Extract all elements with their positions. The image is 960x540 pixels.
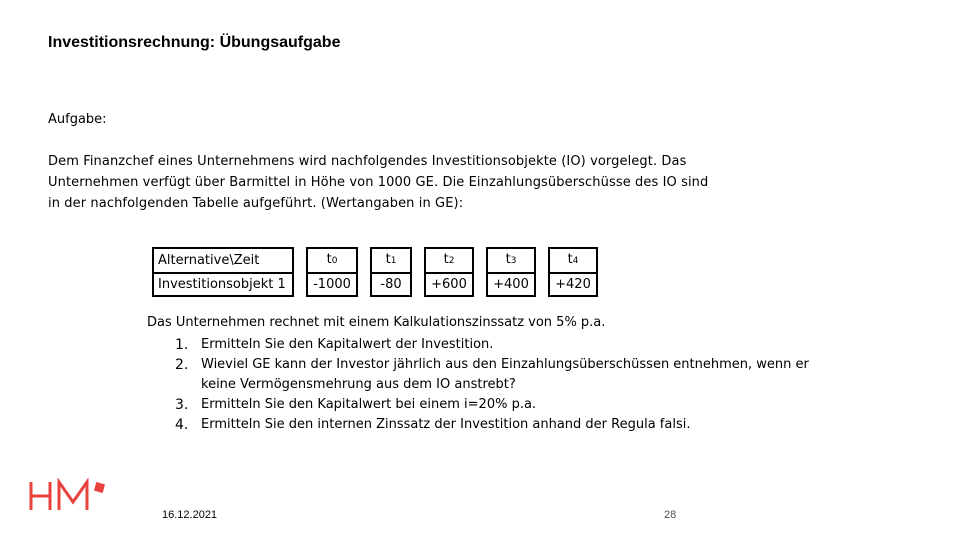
value-t4: +420 [549,273,597,296]
period-t4: t4 [549,248,597,273]
list-item [155,395,835,415]
table-row [153,273,597,296]
hm-logo-square [94,482,105,493]
intro-line: in der nachfolgenden Tabelle aufgeführt. (Wertangaben in GE): [48,196,464,211]
period-t0: t0 [307,248,357,273]
intro-line: Dem Finanzchef eines Unternehmens wird nachfolgendes Investitionsobjekte (IO) vorgelegt. Das [48,154,687,169]
value-t2: +600 [425,273,473,296]
footer-date: 16.12.2021 [162,509,218,521]
task-text: Ermitteln Sie den internen Zinssatz der Investition anhand der Regula falsi. [201,417,691,432]
task-text: Wieviel GE kann der Investor jährlich aus den Einzahlungsüberschüssen entnehmen, wenn er [201,357,809,372]
task-number: 2. [175,357,189,373]
cashflow-table [152,247,598,297]
intro-line: Unternehmen verfügt über Barmittel in Höhe von 1000 GE. Die Einzahlungsüberschüsse des IO sind [48,175,709,190]
hm-logo-letters [31,482,87,510]
page-title: Investitionsrechnung: Übungsaufgabe [48,34,341,51]
task-number: 4. [175,417,189,433]
period-t1: t1 [371,248,411,273]
list-item [155,415,835,435]
tasks-intro: Das Unternehmen rechnet mit einem Kalkulationszinssatz von 5% p.a. [147,315,606,330]
task-text: keine Vermögensmehrung aus dem IO anstrebt? [201,377,516,392]
list-item [155,335,835,355]
value-t0: -1000 [307,273,357,296]
hm-logo [28,478,112,518]
intro-paragraph [48,151,748,214]
task-text: Ermitteln Sie den Kapitalwert der Investition. [201,337,494,352]
task-list [155,335,835,435]
value-t3: +400 [487,273,535,296]
page-number: 28 [664,509,677,521]
task-text: Ermitteln Sie den Kapitalwert bei einem i=20% p.a. [201,397,537,412]
list-item [155,355,835,395]
task-number: 3. [175,397,189,413]
period-t3: t3 [487,248,535,273]
row-label: Investitionsobjekt 1 [153,273,293,296]
period-t2: t2 [425,248,473,273]
task-number: 1. [175,337,189,353]
task-heading: Aufgabe: [48,112,107,127]
table-header-label: Alternative\Zeit [153,248,293,273]
table-header-row [153,248,597,273]
value-t1: -80 [371,273,411,296]
